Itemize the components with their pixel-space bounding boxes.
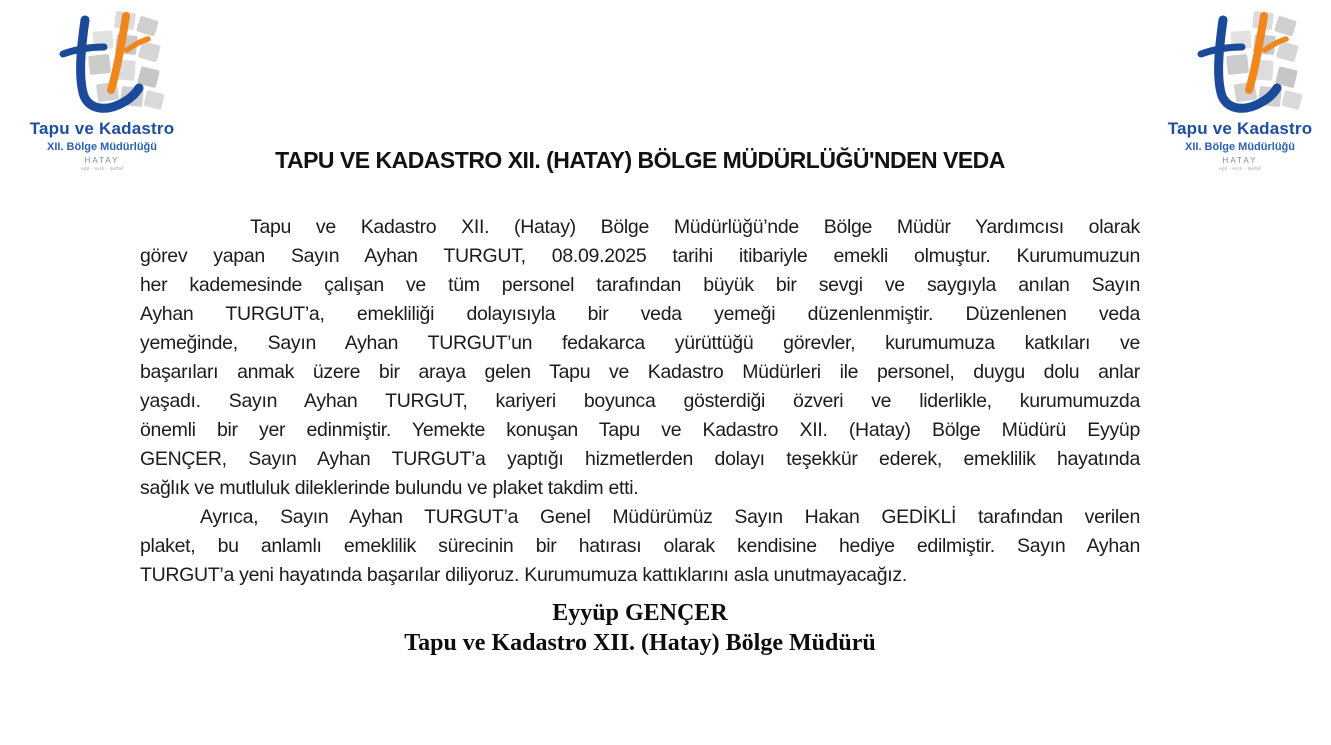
- body-line: Ayhan TURGUT’a, emekliliği dolayısıyla bir veda yemeği düzenlenmiştir. Düzenlenen veda: [140, 303, 1140, 325]
- logo-city: HATAY: [84, 156, 120, 165]
- page-title: TAPU VE KADASTRO XII. (HATAY) BÖLGE MÜDÜRLÜĞÜ'NDEN VEDA: [275, 147, 1005, 173]
- body-line: görev yapan Sayın Ayhan TURGUT, 08.09.2025 tarihi itibariyle emekli olmuştur. Kurumumuzun: [140, 245, 1140, 267]
- logo-tagline: Adil - Hızlı - Şeffaf: [80, 166, 124, 171]
- body-line: yemeğinde, Sayın Ayhan TURGUT’un fedakarca yürüttüğü görevler, kurumumuza katkıları ve: [140, 332, 1140, 354]
- logo-tapu-kadastro-right: [1156, 6, 1324, 171]
- body-paragraph: [140, 503, 1140, 590]
- signature-block: [140, 598, 1140, 658]
- logo-org-name: Tapu ve Kadastro: [1167, 119, 1313, 138]
- body-line: Tapu ve Kadastro XII. (Hatay) Bölge Müdürlüğü’nde Bölge Müdür Yardımcısı olarak: [250, 216, 1140, 238]
- body-line: önemli bir yer edinmiştir. Yemekte konuşan Tapu ve Kadastro XII. (Hatay) Bölge Müdürü Eyyüp: [140, 419, 1140, 441]
- body-line: başarıları anmak üzere bir araya gelen Tapu ve Kadastro Müdürleri ile personel, duygu dolu anlar: [140, 361, 1140, 383]
- body-text: [140, 213, 1140, 590]
- body-line: TURGUT’a yeni hayatında başarılar diliyoruz. Kurumumuza kattıklarını asla unutmayacağız.: [140, 564, 907, 586]
- logo-tagline: Adil - Hızlı - Şeffaf: [1218, 166, 1262, 171]
- tk-monogram-icon: [1165, 6, 1315, 118]
- logo-city: HATAY: [1222, 156, 1258, 165]
- body-paragraph: [140, 213, 1140, 503]
- logo-region: XII. Bölge Müdürlüğü: [47, 141, 157, 153]
- document-content: [140, 0, 1140, 658]
- body-line: sağlık ve mutluluk dileklerinde bulundu ve plaket takdim etti.: [140, 477, 639, 499]
- body-line: plaket, bu anlamlı emeklilik sürecinin bir hatırası olarak kendisine hediye edilmiştir. Sayın Ayhan: [140, 535, 1140, 557]
- logo-org-name: Tapu ve Kadastro: [29, 119, 175, 138]
- body-line: Ayrıca, Sayın Ayhan TURGUT’a Genel Müdürümüz Sayın Hakan GEDİKLİ tarafından verilen: [200, 506, 1140, 528]
- body-line: yaşadı. Sayın Ayhan TURGUT, kariyeri boyunca gösterdiği özveri ve liderlikle, kurumumuzda: [140, 390, 1140, 412]
- signature-title: Tapu ve Kadastro XII. (Hatay) Bölge Müdürü: [404, 630, 876, 656]
- logo-region: XII. Bölge Müdürlüğü: [1185, 141, 1295, 153]
- body-line: her kademesinde çalışan ve tüm personel tarafından büyük bir sevgi ve saygıyla anılan Sayın: [140, 274, 1140, 296]
- body-line: GENÇER, Sayın Ayhan TURGUT’a yaptığı hizmetlerden dolayı teşekkür ederek, emeklilik hayatında: [140, 448, 1140, 470]
- signature-name: Eyyüp GENÇER: [552, 600, 728, 626]
